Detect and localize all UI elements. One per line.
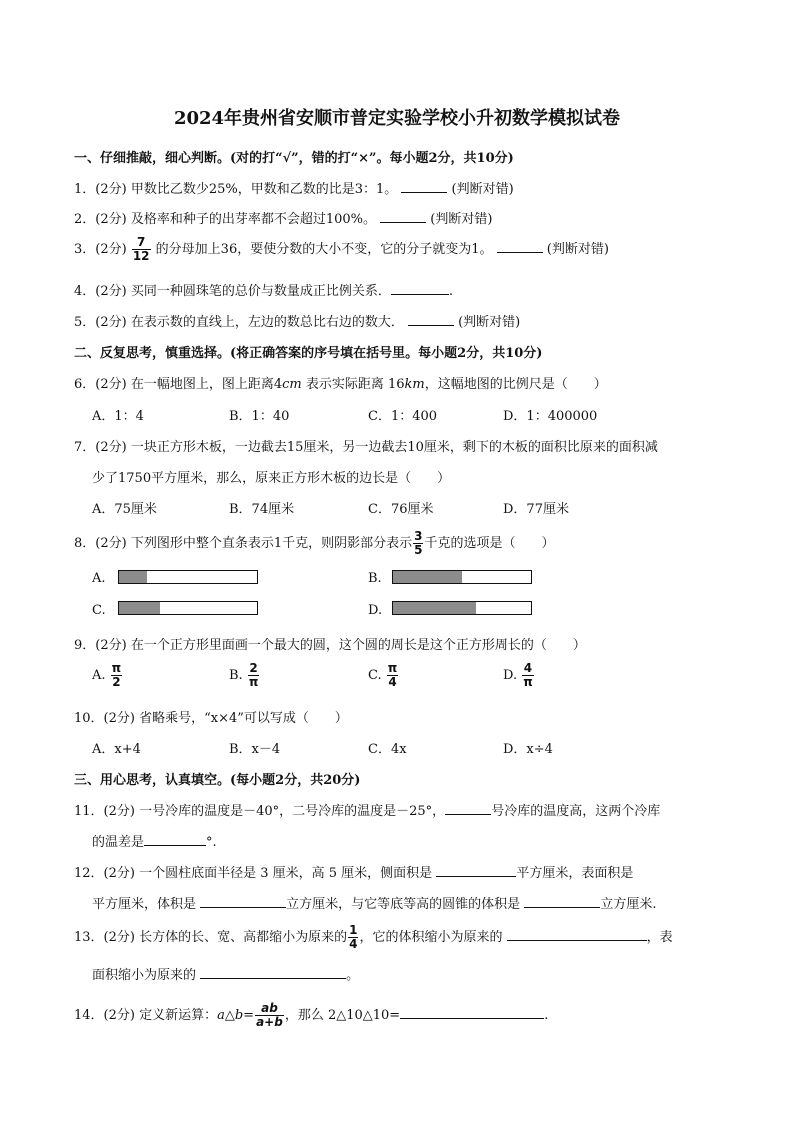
fraction: $\frac{\pi}{4}$	[387, 661, 398, 689]
answer-blank[interactable]	[144, 833, 206, 846]
shaded-part	[119, 602, 160, 614]
question-11-text: 11．(2分) 一号冷库的温度是－40°，二号冷库的温度是－25°，	[74, 804, 446, 819]
question-6-text: 6．(2分) 在一幅地图上，图上距离	[74, 377, 274, 392]
answer-blank[interactable]	[497, 240, 543, 253]
option-d[interactable]	[503, 662, 535, 689]
question-12-text: 平方厘米，体积是	[92, 897, 197, 912]
question-13-text: ，它的体积缩小为原来的	[359, 930, 503, 945]
question-13-text: ，表	[646, 930, 673, 945]
answer-blank[interactable]	[200, 966, 346, 979]
question-5	[74, 311, 520, 330]
option-letter: D.	[503, 668, 518, 683]
question-11-text: °.	[206, 835, 217, 850]
option-d[interactable]: D．77厘米	[503, 502, 569, 517]
option-c[interactable]: C．4x	[368, 742, 407, 757]
fraction: $\frac{ab}{a+b}$	[256, 1001, 283, 1029]
option-c[interactable]	[368, 662, 399, 689]
unit: cm	[282, 377, 302, 392]
judge-hint: (判断对错)	[430, 212, 493, 227]
formula: a△b=	[217, 1008, 255, 1023]
option-a[interactable]: A．x+4	[92, 742, 141, 757]
question-4	[74, 280, 453, 299]
question-11-line-1	[74, 800, 660, 819]
question-12-line-1	[74, 862, 633, 881]
fraction: $\frac{3}{5}$	[414, 529, 423, 557]
number: 16	[387, 377, 405, 392]
option-c[interactable]: C．76厘米	[368, 502, 434, 517]
question-3-label: 3．(2分)	[74, 242, 127, 257]
question-1-text: 1．(2分) 甲数比乙数少25%，甲数和乙数的比是3：1。	[74, 182, 398, 197]
question-3	[74, 236, 609, 263]
question-2-text: 2．(2分) 及格率和种子的出芽率都不会超过100%。	[74, 212, 376, 227]
question-6-text: 表示实际距离	[301, 377, 388, 392]
question-12-text: 立方厘米.	[600, 897, 657, 912]
question-14	[74, 1002, 548, 1029]
option-b[interactable]: B．74厘米	[229, 502, 295, 517]
option-b[interactable]	[229, 662, 260, 689]
answer-blank[interactable]	[524, 895, 600, 908]
answer-blank[interactable]	[200, 895, 286, 908]
question-11-text: 号冷库的温度高，这两个冷库	[491, 804, 661, 819]
question-13-text: 。	[346, 968, 360, 983]
strip-bar-a	[118, 570, 258, 584]
answer-blank[interactable]	[401, 180, 447, 193]
question-10: 10．(2分) 省略乘号，“x×4”可以写成（ ）	[74, 711, 348, 726]
fraction: $\frac{2}{\pi}$	[248, 661, 259, 689]
section-3-heading: 三、用心思考，认真填空。(每小题2分，共20分)	[74, 773, 361, 788]
question-7-line-1: 7．(2分) 一块正方形木板，一边截去15厘米，另一边截去10厘米，剩下的木板的面积比原来的面积减	[74, 440, 658, 455]
option-d[interactable]: D.	[368, 603, 383, 618]
question-12-text: 12．(2分) 一个圆柱底面半径是 3 厘米，高 5 厘米，侧面积是	[74, 866, 433, 881]
answer-blank[interactable]	[391, 282, 449, 295]
question-1	[74, 178, 514, 197]
question-12-text: 立方厘米，与它等底等高的圆锥的体积是	[286, 897, 521, 912]
shaded-part	[393, 602, 476, 614]
option-c[interactable]: C.	[92, 603, 106, 618]
answer-blank[interactable]	[408, 313, 454, 326]
judge-hint: (判断对错)	[458, 315, 521, 330]
option-a[interactable]: A．75厘米	[92, 502, 157, 517]
option-a[interactable]: A．1：4	[92, 409, 144, 424]
option-letter: C.	[368, 668, 382, 683]
section-2-heading: 二、反复思考，慎重选择。(将正确答案的序号填在括号里。每小题2分，共10分)	[74, 346, 543, 361]
option-b[interactable]: B．x－4	[229, 742, 281, 757]
section-1-heading: 一、仔细推敲，细心判断。(对的打“√”，错的打“×”。每小题2分，共10分)	[74, 151, 514, 166]
option-b[interactable]: B．1：40	[229, 409, 290, 424]
question-12-line-2	[92, 893, 656, 912]
fraction: $\frac{1}{4}$	[349, 923, 358, 951]
question-6	[74, 373, 607, 392]
fraction: $\frac{7}{12}$	[132, 235, 150, 263]
shaded-part	[119, 571, 147, 583]
option-b[interactable]: B.	[368, 571, 382, 586]
option-c[interactable]: C．1：400	[368, 409, 438, 424]
answer-blank[interactable]	[400, 1006, 544, 1019]
period: .	[448, 284, 453, 299]
period: .	[544, 1008, 549, 1023]
question-4-text: 4．(2分) 买同一种圆珠笔的总价与数量成正比例关系．	[74, 284, 391, 299]
answer-blank[interactable]	[436, 864, 516, 877]
question-5-text: 5．(2分) 在表示数的直线上，左边的数总比右边的数大．	[74, 315, 404, 330]
question-8	[74, 530, 554, 557]
number: 4	[273, 377, 283, 392]
shaded-part	[393, 571, 462, 583]
option-d[interactable]: D．1：400000	[503, 409, 598, 424]
question-8-text: 千克的选项是（ ）	[424, 536, 555, 551]
judge-hint: (判断对错)	[451, 182, 514, 197]
judge-hint: (判断对错)	[546, 242, 609, 257]
question-11-line-2	[92, 831, 217, 850]
option-a[interactable]: A.	[92, 571, 106, 586]
fraction: $\frac{\pi}{2}$	[111, 661, 122, 689]
strip-bar-b	[392, 570, 532, 584]
question-12-text: 平方厘米，表面积是	[516, 866, 634, 881]
question-13-text: 面积缩小为原来的	[92, 968, 197, 983]
strip-bar-c	[118, 601, 258, 615]
option-a[interactable]	[92, 662, 123, 689]
question-14-text: ，那么 2△10△10=	[284, 1008, 401, 1023]
question-9: 9．(2分) 在一个正方形里面画一个最大的圆，这个圆的周长是这个正方形周长的（ ）	[74, 638, 586, 653]
strip-bar-d	[392, 601, 532, 615]
option-letter: B.	[229, 668, 243, 683]
fraction: $\frac{4}{\pi}$	[523, 661, 533, 689]
question-14-text: 14．(2分) 定义新运算：	[74, 1008, 218, 1023]
question-2	[74, 208, 492, 227]
question-13-line-1	[74, 924, 673, 951]
page-title: 2024年贵州省安顺市普定实验学校小升初数学模拟试卷	[173, 108, 621, 129]
question-7-line-2: 少了1750平方厘米，那么，原来正方形木板的边长是（ ）	[92, 471, 451, 486]
question-13-text: 13．(2分) 长方体的长、宽、高都缩小为原来的	[74, 930, 348, 945]
answer-blank[interactable]	[380, 210, 426, 223]
option-d[interactable]: D．x÷4	[503, 742, 553, 757]
question-11-text: 的温差是	[92, 835, 145, 850]
question-8-text: 8．(2分) 下列图形中整个直条表示1千克，则阴影部分表示	[74, 536, 413, 551]
question-13-line-2	[92, 964, 359, 983]
answer-blank[interactable]	[445, 802, 491, 815]
option-letter: A.	[92, 668, 106, 683]
question-6-text: ，这幅地图的比例尺是（ ）	[424, 377, 607, 392]
question-3-text: 的分母加上36，要使分数的大小不变，它的分子就变为1。	[155, 242, 493, 257]
answer-blank[interactable]	[507, 928, 647, 941]
unit: km	[404, 377, 425, 392]
